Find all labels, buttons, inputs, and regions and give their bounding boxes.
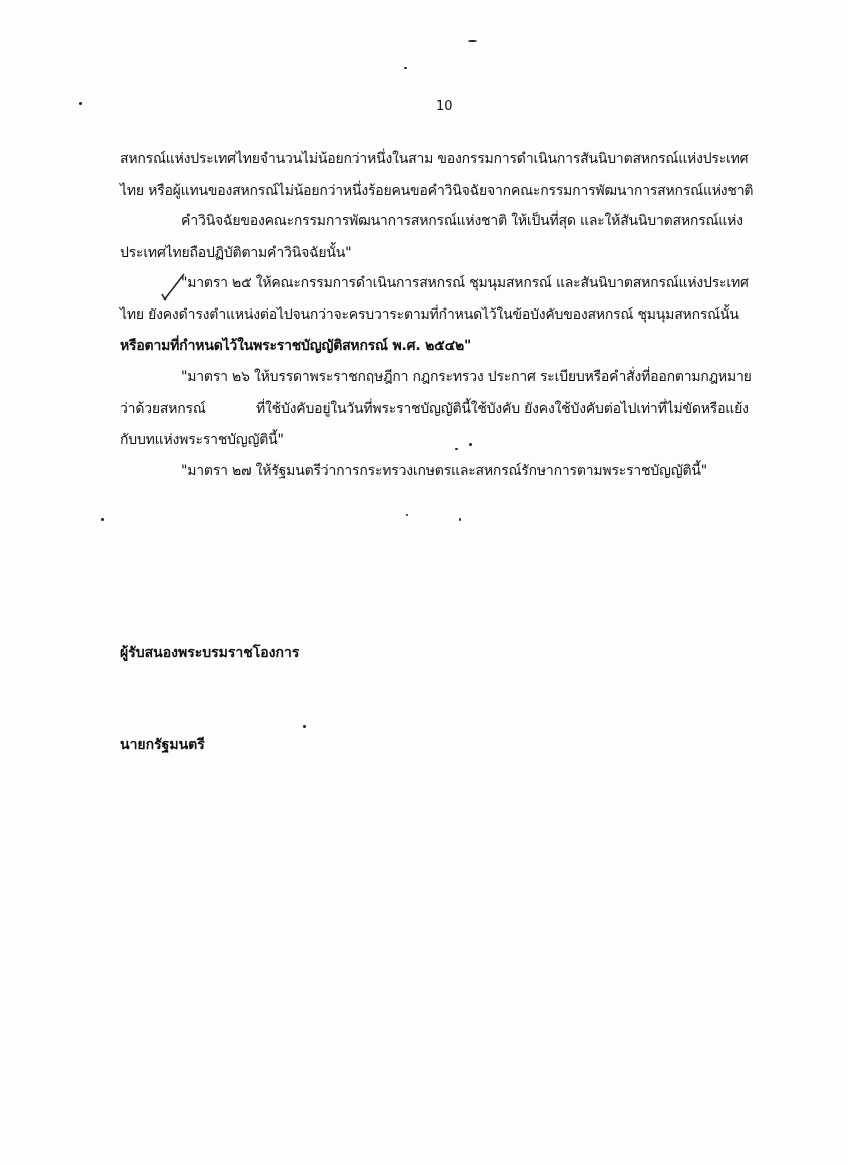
- text-line: สหกรณ์แห่งประเทศไทยจำนวนไม่น้อยกว่าหนึ่งในสาม ของกรรมการดำเนินการสันนิบาตสหกรณ์แห่งประเทศ: [120, 151, 749, 167]
- text-line: ว่าด้วยสหกรณ์: [120, 401, 206, 417]
- text-line: ประเทศไทยถือปฏิบัติตามคำวินิจฉัยนั้น": [120, 245, 352, 261]
- text-line: หรือตามที่กำหนดไว้ในพระราชบัญญัติสหกรณ์ พ.ศ. ๒๕๔๒": [120, 338, 472, 354]
- scan-speck: [459, 518, 461, 521]
- text-line: ไทย หรือผู้แทนของสหกรณ์ไม่น้อยกว่าหนึ่งร้อยคนขอคำวินิจฉัยจากคณะกรรมการพัฒนาการสหกรณ์แห่งชาติ: [120, 183, 754, 199]
- text-line: ไทย ยังคงดำรงตำแหน่งต่อไปจนกว่าจะครบวาระตามที่กำหนดไว้ในข้อบังคับของสหกรณ์ ชุมนุมสหกรณ์นั้น: [120, 307, 739, 323]
- scan-speck: [469, 443, 472, 446]
- text-line: "มาตรา ๒๕ ให้คณะกรรมการดำเนินการสหกรณ์ ชุมนุมสหกรณ์ และสันนิบาตสหกรณ์แห่งประเทศ: [181, 275, 749, 291]
- text-line: กับบทแห่งพระราชบัญญัตินี้": [120, 432, 284, 448]
- countersign-label: ผู้รับสนองพระบรมราชโองการ: [120, 645, 300, 661]
- scan-speck: [404, 67, 407, 69]
- scan-speck: [79, 102, 82, 105]
- signatory-title: นายกรัฐมนตรี: [120, 737, 205, 753]
- text-line: คำวินิจฉัยของคณะกรรมการพัฒนาการสหกรณ์แห่งชาติ ให้เป็นที่สุด และให้สันนิบาตสหกรณ์แห่ง: [181, 213, 743, 229]
- scan-speck: [406, 514, 408, 516]
- page-number: 10: [436, 99, 453, 114]
- scan-speck: [101, 518, 104, 521]
- text-line: "มาตรา ๒๗ ให้รัฐมนตรีว่าการกระทรวงเกษตรและสหกรณ์รักษาการตามพระราชบัญญัตินี้": [181, 463, 708, 479]
- scan-speck: [455, 448, 458, 450]
- scan-speck: [303, 725, 306, 728]
- text-line: ที่ใช้บังคับอยู่ในวันที่พระราชบัญญัตินี้ใช้บังคับ ยังคงใช้บังคับต่อไปเท่าที่ไม่ขัดหรือแย้ง: [256, 401, 749, 417]
- text-line: "มาตรา ๒๖ ให้บรรดาพระราชกฤษฎีกา กฎกระทรวง ประกาศ ระเบียบหรือคำสั่งที่ออกตามกฎหมาย: [181, 369, 752, 385]
- scan-speck: [468, 40, 477, 42]
